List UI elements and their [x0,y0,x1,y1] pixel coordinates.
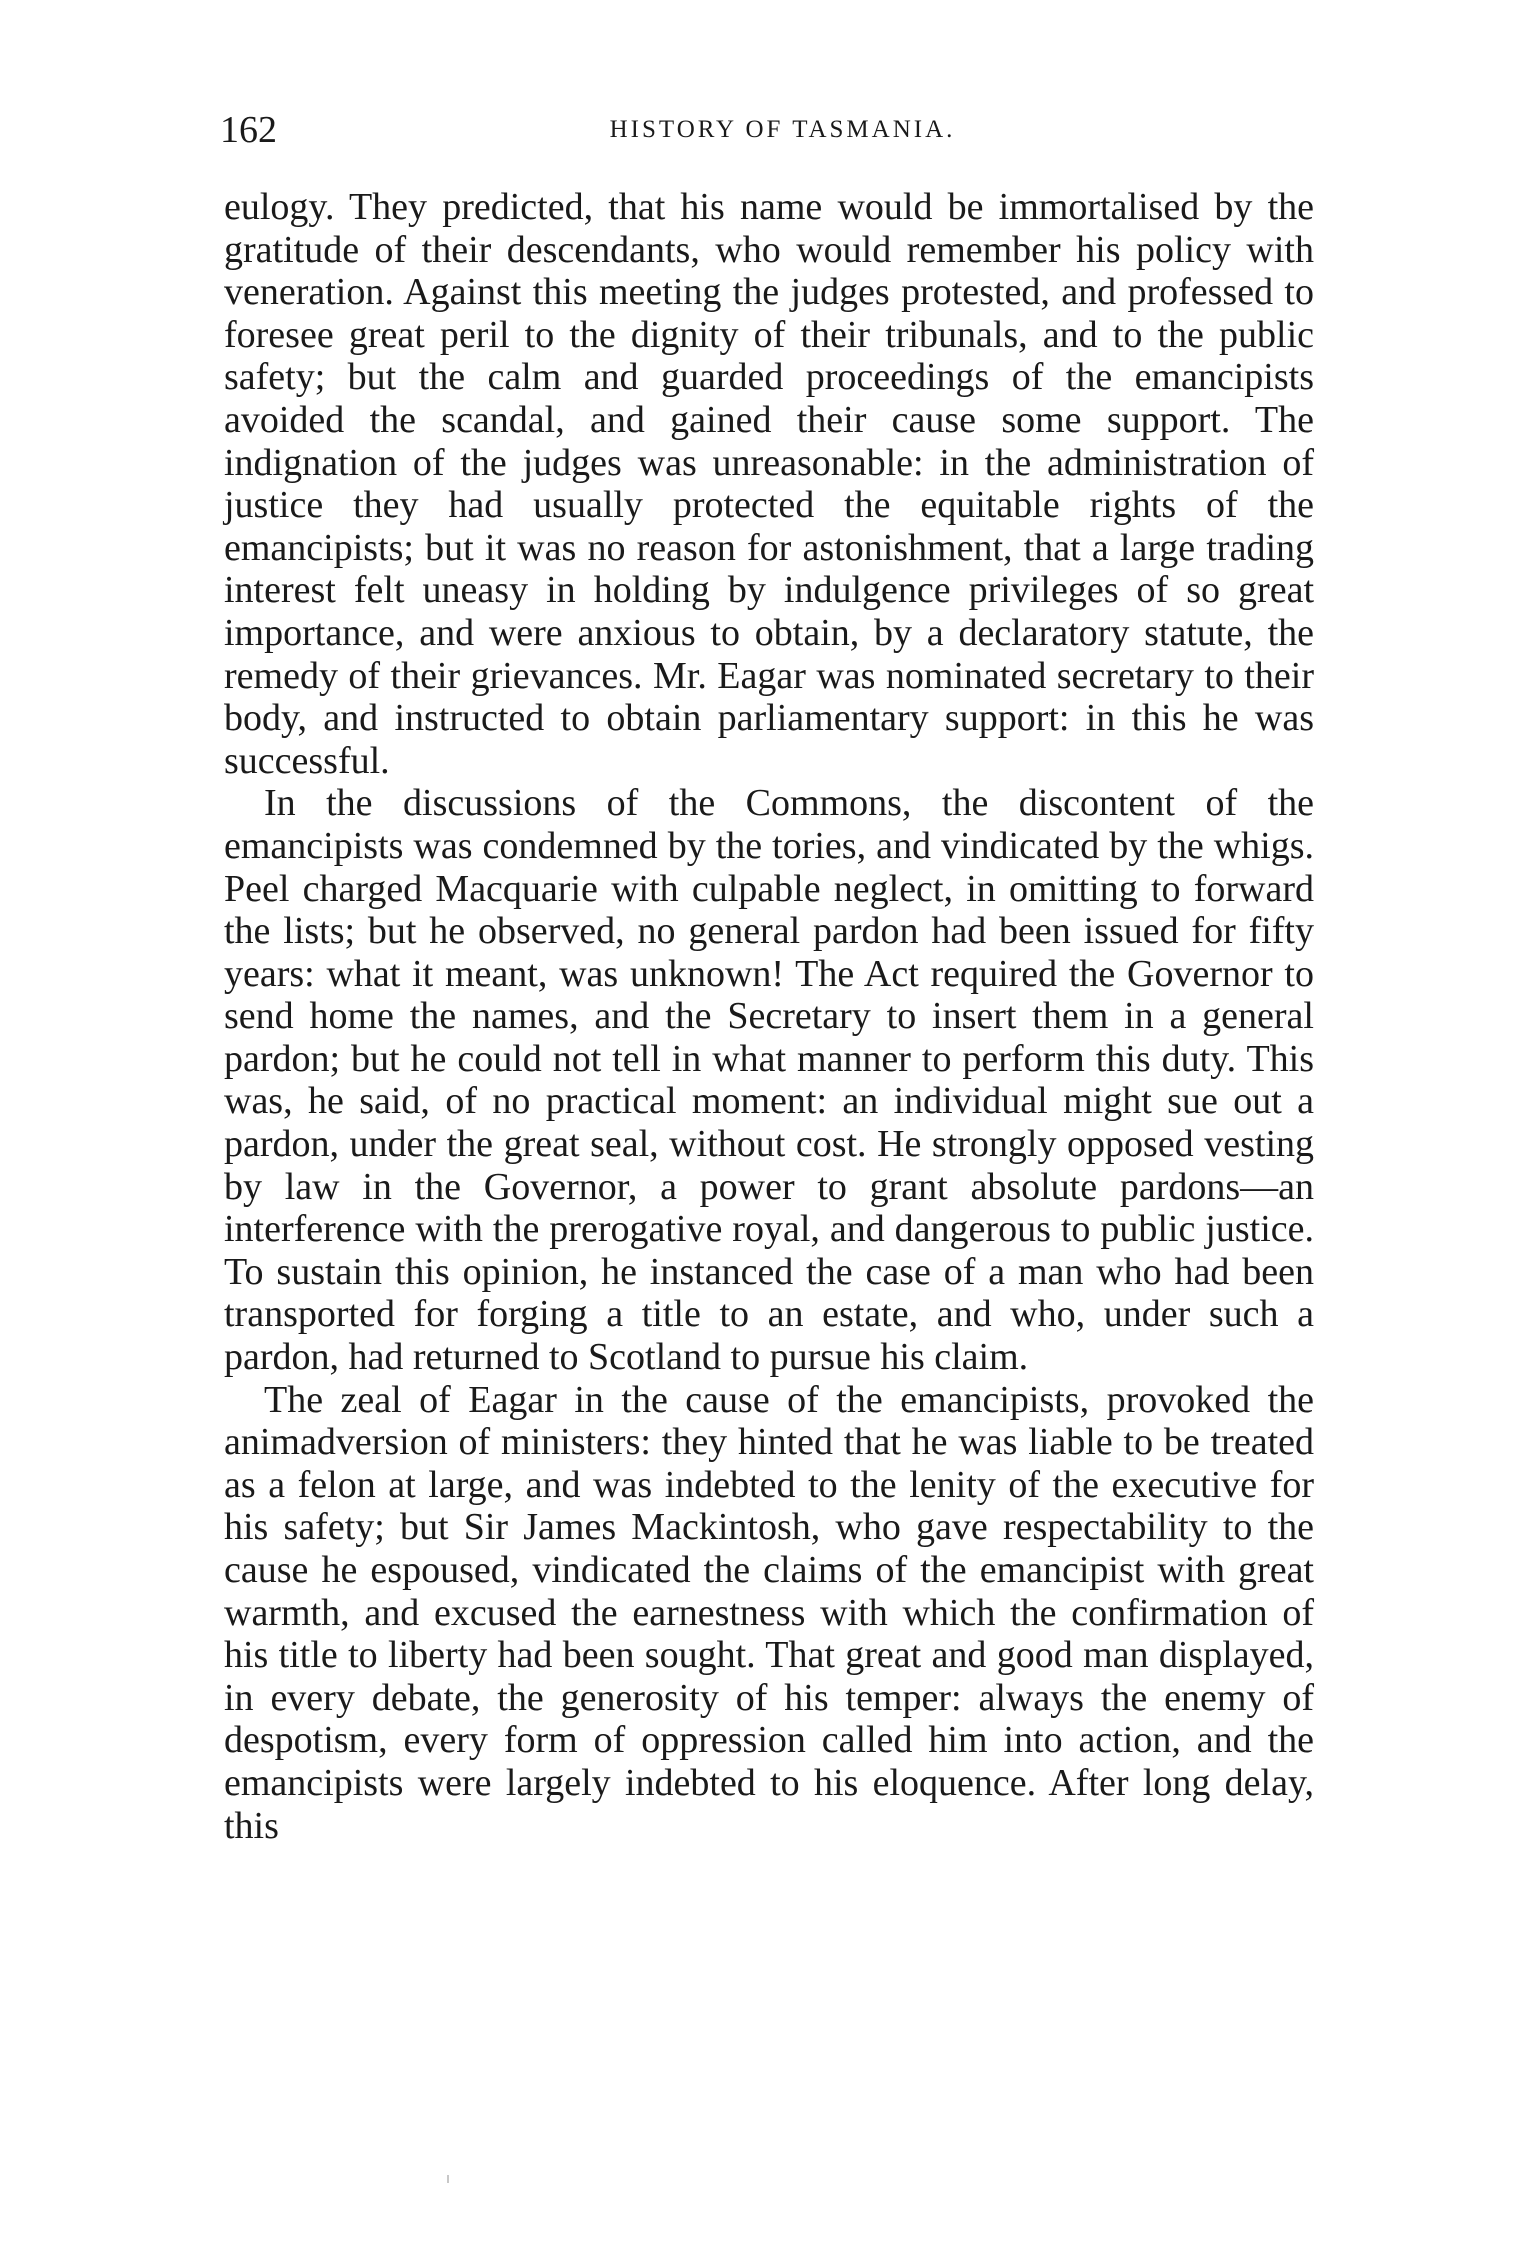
paragraph-3: The zeal of Eagar in the cause of the emancipists, provoked the animadversion of ministers: they hinted that he was liable to be treated as a felon at large, and was indebted to the lenity of the executive for his safety; but Sir James Mackintosh, who gave respectability to the cause he espoused, vindicated the claims of the emancipist with great warmth, and excused the earnestness with which the confirmation of his title to liberty had been sought. That great and good man displayed, in every debate, the generosity of his temper: always the enemy of despotism, every form of oppression called him into action, and the emancipists were largely indebted to his eloquence. After long delay, this [224,1378,1314,1847]
page-header [220,100,1315,160]
paragraph-1: eulogy. They predicted, that his name would be immortalised by the gratitude of their descendants, who would remember his policy with veneration. Against this meeting the judges protested, and professed to foresee great peril to the dignity of their tribunals, and to the public safety; but the calm and guarded proceedings of the emancipists avoided the scandal, and gained their cause some support. The indignation of the judges was unreasonable: in the administration of justice they had usually protected the equitable rights of the emancipists; but it was no reason for astonishment, that a large trading interest felt uneasy in holding by indulgence privileges of so great importance, and were anxious to obtain, by a declaratory statute, the remedy of their grievances. Mr. Eagar was nominated secretary to their body, and instructed to obtain parliamentary support: in this he was successful. [224,186,1314,782]
scan-mark [447,2175,449,2183]
paragraph-2: In the discussions of the Commons, the discontent of the emancipists was condemned by the tories, and vindicated by the whigs. Peel charged Macquarie with culpable neglect, in omitting to forward the lists; but he observed, no general pardon had been issued for fifty years: what it meant, was unknown! The Act required the Governor to send home the names, and the Secretary to insert them in a general pardon; but he could not tell in what manner to perform this duty. This was, he said, of no practical moment: an individual might sue out a pardon, under the great seal, without cost. He strongly opposed vesting by law in the Governor, a power to grant absolute pardons—an interference with the prerogative royal, and dangerous to public justice. To sustain this opinion, he instanced the case of a man who had been transported for forging a title to an estate, and who, under such a pardon, had returned to Scotland to pursue his claim. [224,782,1314,1379]
running-title: HISTORY OF TASMANIA. [609,116,956,143]
body-text [224,186,1314,1847]
page-number: 162 [220,109,277,151]
